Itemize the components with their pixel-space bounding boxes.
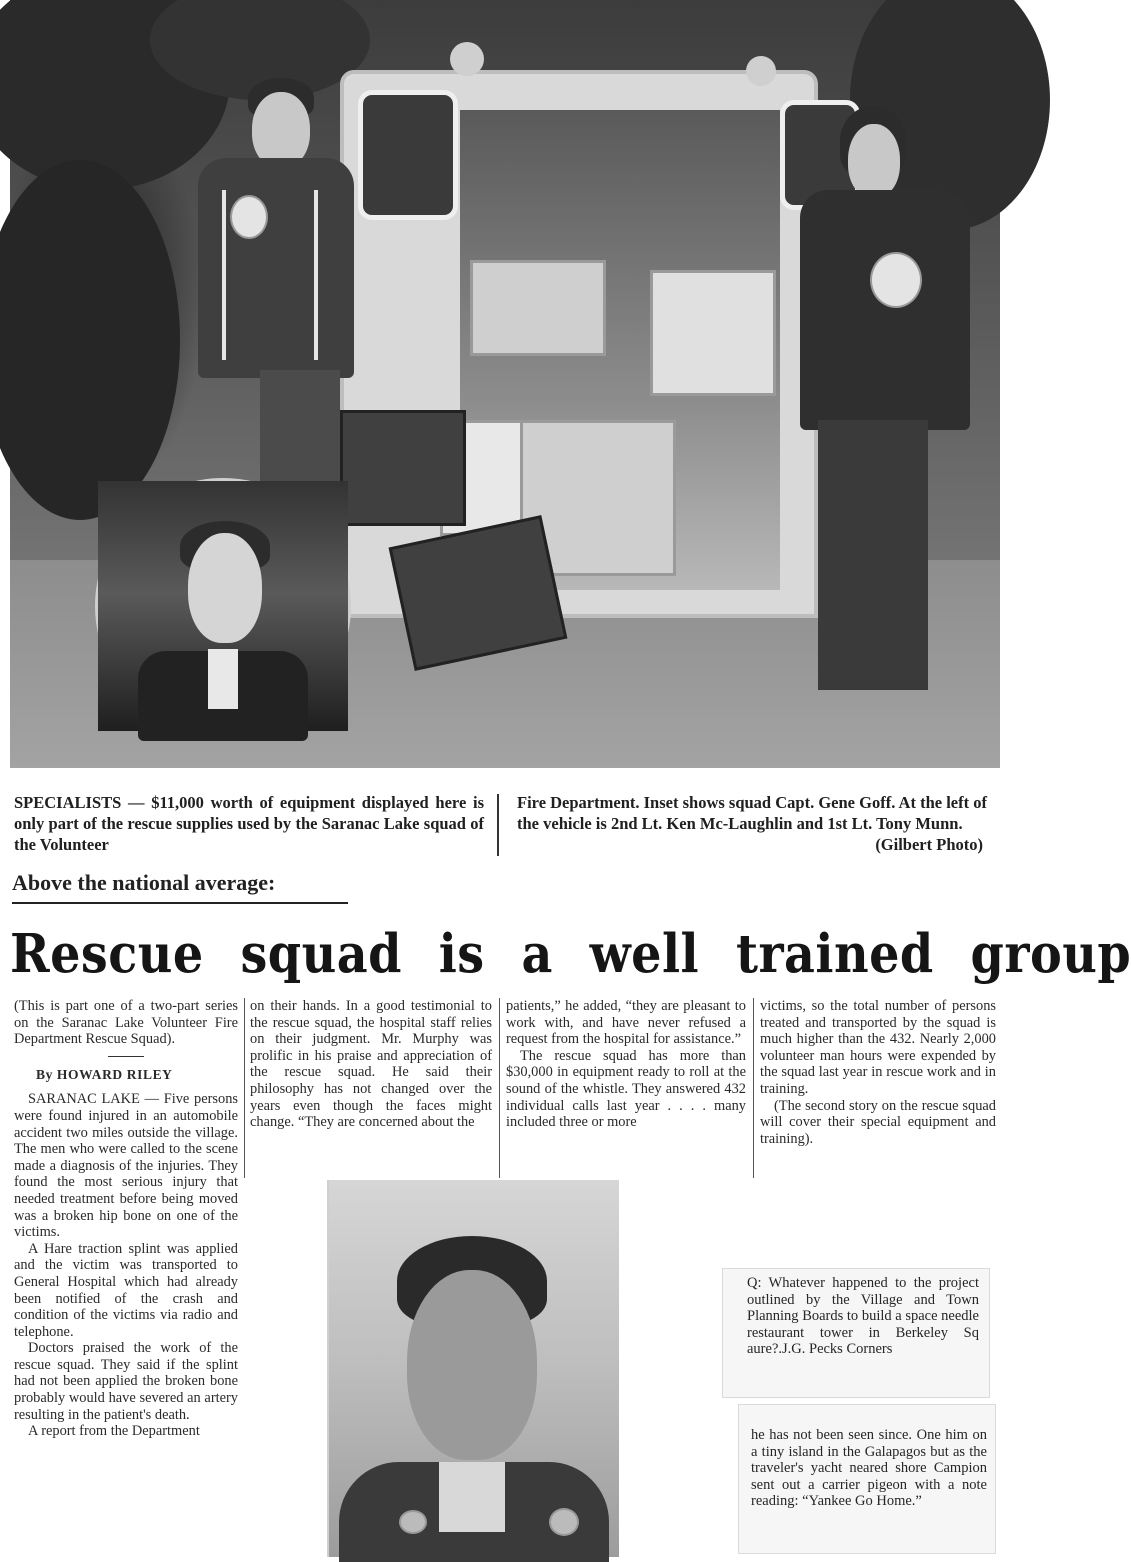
clipping-portrait-photo (327, 1180, 619, 1557)
qa-answer-clipping: he has not been seen since. One him on a tiny island in the Galapagos but as the traveler's yacht neared shore Campion sent out a carrier pigeon with a note reading: “Yankee Go Home.” (738, 1404, 996, 1554)
column-rule (753, 998, 754, 1178)
qa-question-clipping: Q: Whatever happened to the project outlined by the Village and Town Planning Boards to build a space needle restaurant tower in Berkeley Sq aure?.J.G. Pecks Corners (722, 1268, 990, 1398)
byline: By HOWARD RILEY (36, 1066, 173, 1082)
byline-rule (108, 1056, 144, 1057)
main-photo (10, 0, 1000, 768)
article-paragraph: A report from the Department (28, 1423, 200, 1440)
article-paragraph: Doctors praised the work of the rescue squad. They said if the splint had not been applied the broken bone probably would have severed an artery resulting in the patient's death. (14, 1340, 238, 1423)
photo-credit: (Gilbert Photo) (875, 835, 983, 854)
article-paragraph: A Hare traction splint was applied and the victim was transported to General Hospital which had already been notified of the crash and condition of the victims via radio and telephone. (14, 1240, 238, 1340)
inset-portrait (95, 478, 351, 734)
column-rule (499, 998, 500, 1178)
kicker-rule (12, 902, 348, 904)
photo-caption-left: SPECIALISTS — $11,000 worth of equipment displayed here is only part of the rescue supplies used by the Saranac Lake squad of the Volunteer (14, 793, 484, 854)
portrait-icon (188, 533, 262, 643)
column-rule (244, 998, 245, 1178)
article-paragraph: The rescue squad has more than $30,000 in equipment ready to roll at the sound of the whistle. They answered 432 individual calls last year . . . . many included three or more (506, 1047, 746, 1131)
photo-caption-right (517, 792, 987, 855)
article-intro: (This is part one of a two-part series on the Saranac Lake Volunteer Fire Department Rescue Squad). (14, 998, 238, 1048)
caption-divider (497, 794, 499, 856)
article-paragraph: SARANAC LAKE — Five persons were found injured in an automobile accident two miles outside the village. The men who were called to the scene made a diagnosis of the injuries. They found the most serious injury that needed treatment before being moved was a broken hip bone on one of the victims. (14, 1091, 238, 1241)
headline: Rescue squad is a well trained group (10, 923, 1131, 985)
article-column-1 (14, 998, 238, 1440)
article-paragraph: on their hands. In a good testimonial to the rescue squad, the hospital staff relies on their judgment. Mr. Murphy was prolific in his praise and appreciation of the rescue squad. He said their philosophy has not changed over the years even though the faces might change. “They are concerned about the (250, 998, 492, 1131)
article-paragraph: patients,” he added, “they are pleasant to work with, and have never refused a request from the hospital for assistance.” (506, 998, 746, 1048)
kicker: Above the national average: (12, 870, 276, 895)
article-paragraph: (The second story on the rescue squad will cover their special equipment and training). (760, 1097, 996, 1147)
photo-caption-right-text: Fire Department. Inset shows squad Capt. Gene Goff. At the left of the vehicle is 2nd Lt. Ken Mc-Laughlin and 1st Lt. Tony Munn. (517, 793, 987, 833)
article-column-3 (506, 998, 746, 1131)
article-column-2 (250, 998, 492, 1131)
portrait-icon (407, 1270, 537, 1460)
article-column-4 (760, 998, 996, 1147)
article-paragraph: victims, so the total number of persons treated and transported by the squad is much higher than the 432. Nearly 2,000 volunteer man hours were expended by the squad last year in rescue work and in training. (760, 998, 996, 1097)
